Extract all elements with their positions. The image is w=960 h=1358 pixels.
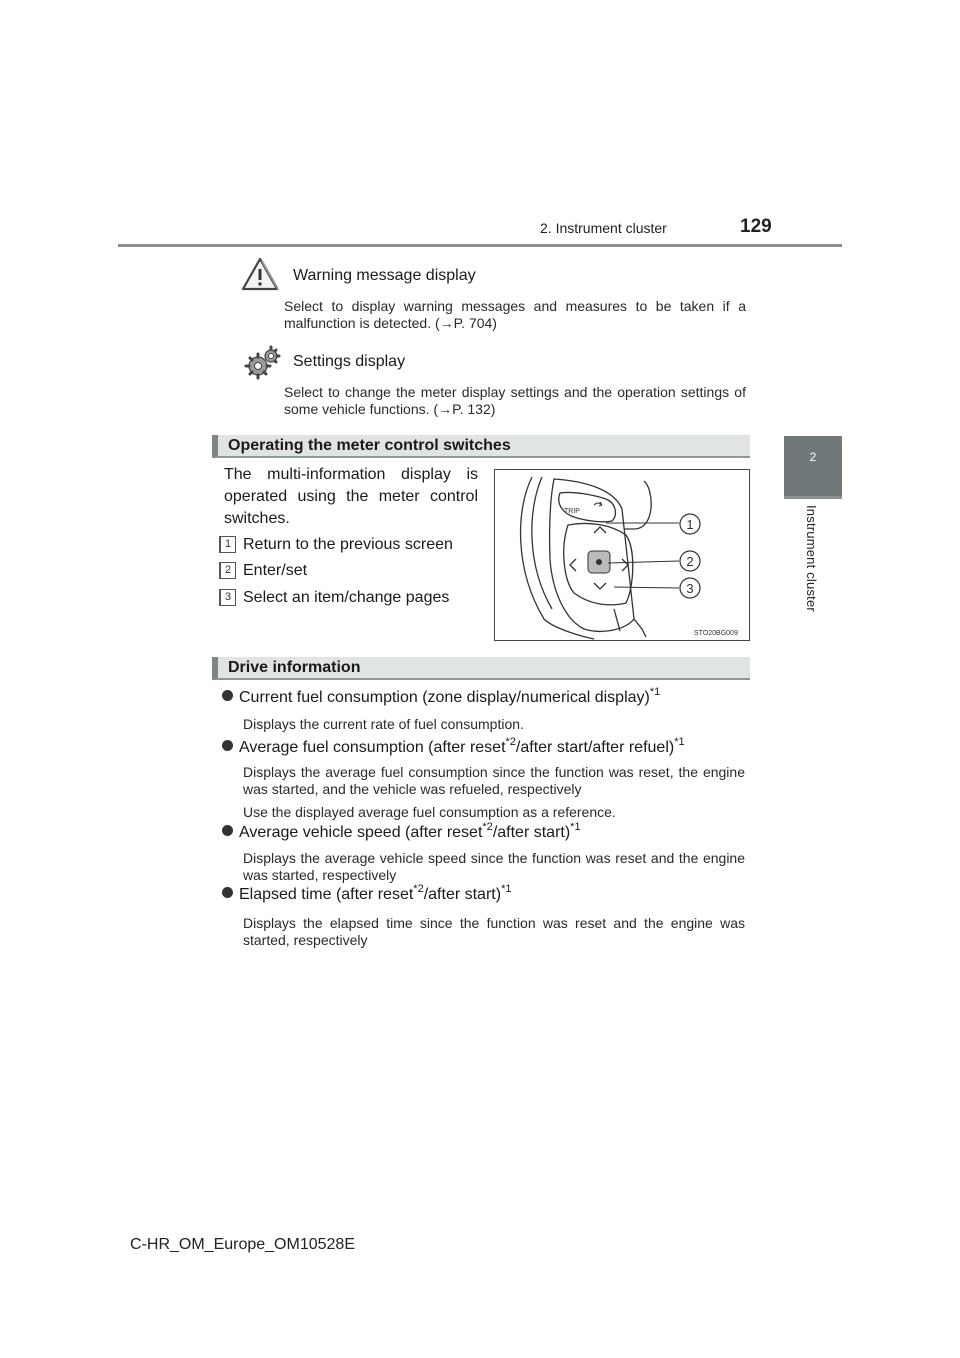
settings-display-title: Settings display [293, 353, 406, 370]
warning-message-display-desc: Select to display warning messages and measures to be taken if a malfunction is detected. (→P. 704) [284, 298, 746, 331]
item-number-2: 2 [219, 562, 236, 579]
steering-switch-figure [494, 469, 750, 641]
bullet-dot [222, 825, 233, 836]
item-number-1: 1 [219, 536, 236, 553]
warning-triangle-icon [240, 256, 280, 292]
side-tab-number: 2 [809, 450, 817, 464]
section-title-operating: Operating the meter control switches [228, 437, 511, 454]
bullet-current-fuel: Current fuel consumption (zone display/numerical display)$^{*1}$ [222, 689, 660, 707]
trip-label: TRIP [564, 508, 580, 515]
bullet-average-fuel: Average fuel consumption (after reset$^{*2}$/after start/after refuel)$^{*1}$ [222, 739, 685, 757]
item-enter-label: Enter/set [243, 562, 308, 579]
page-number: 129 [740, 216, 772, 237]
callout-2: 2 [686, 554, 694, 569]
section-header-operating [212, 435, 750, 458]
item-return-label: Return to the previous screen [243, 536, 453, 553]
bullet-average-fuel-note: Use the displayed average fuel consumption as a reference. [243, 804, 616, 820]
bullet-average-fuel-detail: Displays the average fuel consumption since the function was reset, the engine was started, and the vehicle was refueled, respectively [243, 764, 745, 797]
figure-code: STO20BG009 [694, 630, 738, 637]
gears-icon [243, 345, 283, 381]
item-number-3: 3 [219, 589, 236, 606]
callout-3: 3 [686, 581, 694, 596]
header-section-title: 2. Instrument cluster [540, 220, 667, 236]
section-title-drive: Drive information [228, 659, 361, 676]
warning-message-display-title: Warning message display [293, 267, 476, 284]
header-divider [118, 244, 842, 247]
callout-1: 1 [686, 517, 694, 532]
settings-display-desc: Select to change the meter display settings and the operation settings of some vehicle functions. (→P. 132) [284, 384, 746, 417]
item-select-label: Select an item/change pages [243, 589, 450, 606]
bullet-dot [222, 690, 233, 701]
bullet-current-fuel-detail: Displays the current rate of fuel consumption. [243, 716, 524, 732]
bullet-average-speed: Average vehicle speed (after reset$^{*2}$/after start)$^{*1}$ [222, 824, 581, 842]
section-header-drive [212, 657, 750, 680]
bullet-dot [222, 740, 233, 751]
bullet-elapsed-time: Elapsed time (after reset$^{*2}$/after start)$^{*1}$ [222, 886, 511, 904]
side-tab-label: Instrument cluster [804, 505, 819, 612]
bullet-elapsed-time-detail: Displays the elapsed time since the function was reset and the engine was started, respectively [243, 915, 745, 948]
bullet-average-speed-detail: Displays the average vehicle speed since the function was reset and the engine was started, respectively [243, 850, 745, 883]
side-tab-divider [784, 496, 842, 499]
document-code: C-HR_OM_Europe_OM10528E [130, 1236, 355, 1253]
operating-intro: The multi-information display is operated using the meter control switches. [224, 466, 478, 527]
bullet-dot [222, 887, 233, 898]
